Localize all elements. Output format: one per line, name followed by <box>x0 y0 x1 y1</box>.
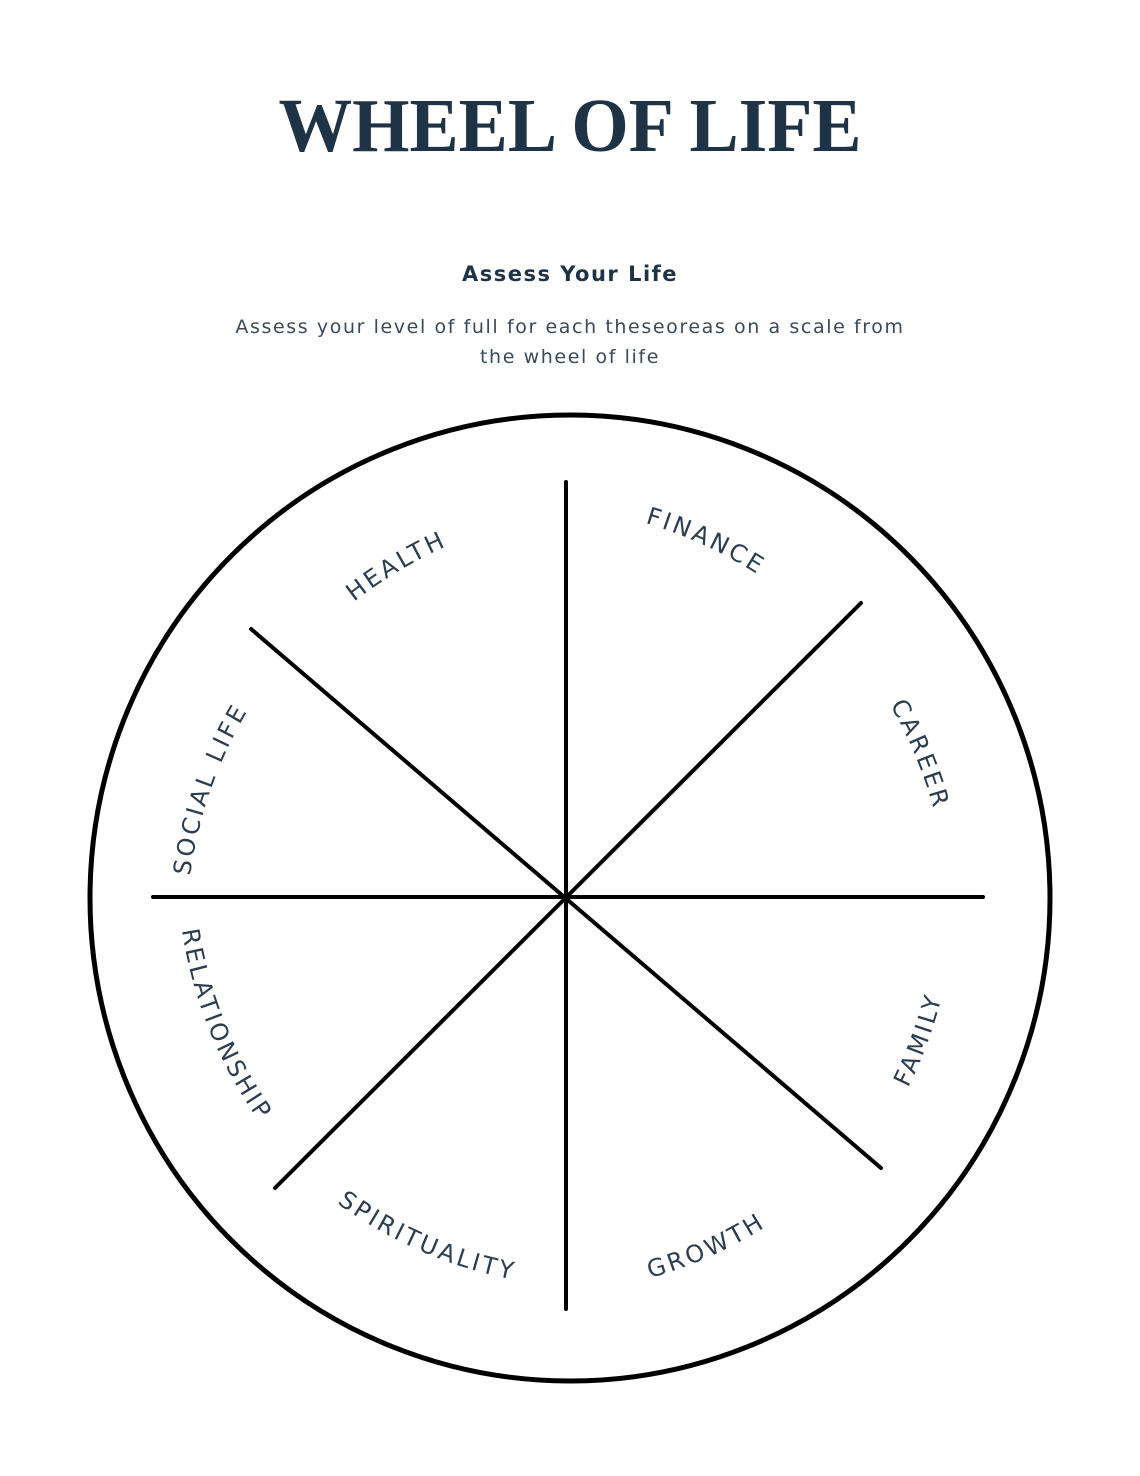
instructions-line-2: the wheel of life <box>480 346 660 368</box>
segment-label-health: HEALTH <box>340 525 451 607</box>
instructions-line-1: Assess your level of full for each theseoreas on a scale from <box>235 316 905 338</box>
segment-label-growth: GROWTH <box>643 1207 771 1284</box>
segment-label-spirituality: SPIRITUALITY <box>333 1185 520 1286</box>
segment-label-social-life: SOCIAL LIFE <box>168 698 254 877</box>
section-subtitle: Assess Your Life <box>461 262 679 286</box>
segment-label-family: FAMILY <box>888 989 948 1091</box>
segment-label-finance: FINANCE <box>643 501 771 581</box>
segment-label-relationship: RELATIONSHIP <box>175 926 279 1126</box>
segment-label-career: CAREER <box>884 694 956 813</box>
page-title: WHEEL OF LIFE <box>278 84 862 168</box>
